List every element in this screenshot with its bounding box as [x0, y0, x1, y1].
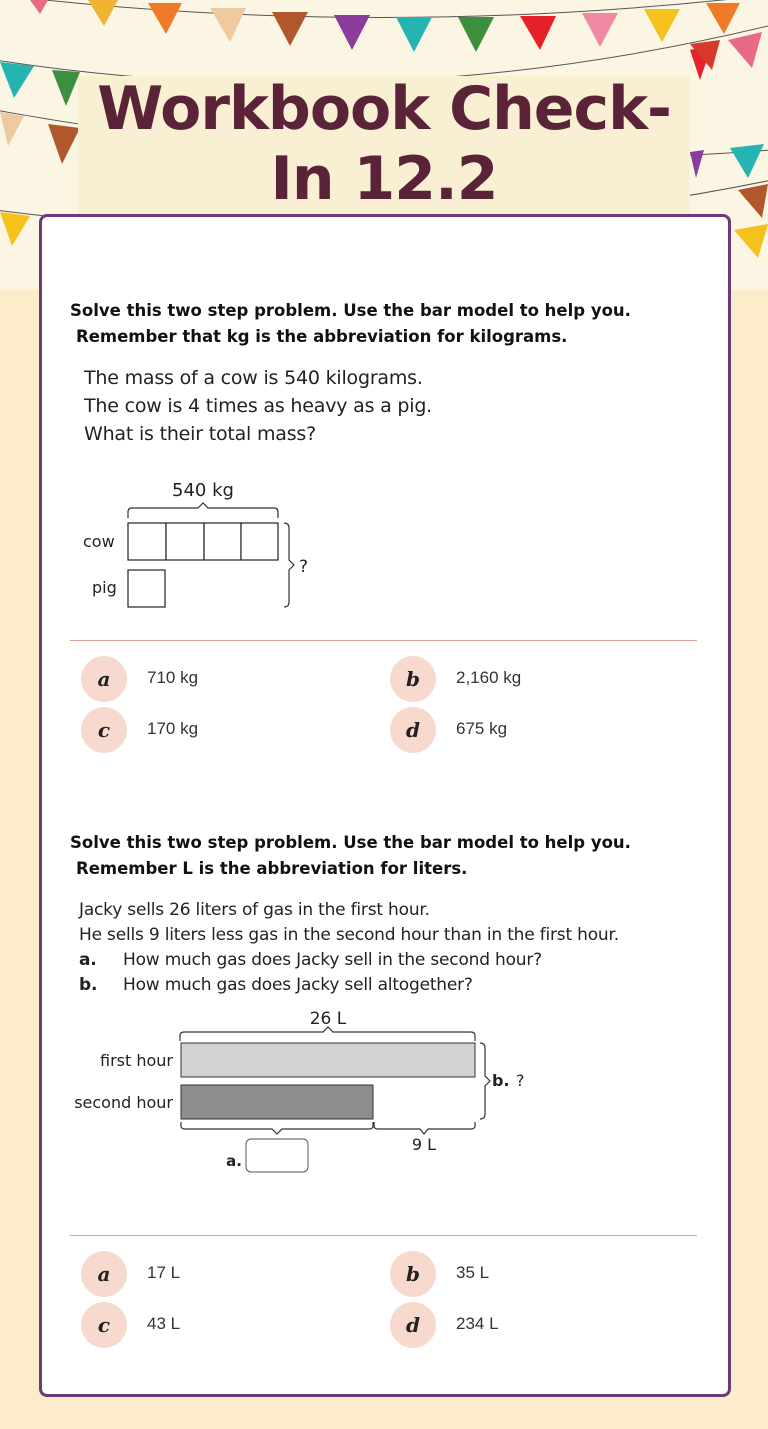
q2-problem-text — [79, 898, 619, 998]
q1-option-d-badge[interactable]: d — [390, 707, 436, 753]
q2-first-hour-bar — [181, 1043, 475, 1077]
q1-cow-unit — [204, 523, 241, 560]
q2-bracket-marker: b. — [492, 1071, 510, 1090]
q2-answer-marker: a. — [226, 1152, 242, 1170]
q2-model-top-label: 26 L — [309, 1009, 347, 1029]
q2-option-b-badge[interactable]: b — [390, 1251, 436, 1297]
q1-instruction — [70, 298, 690, 350]
q1-option-c-badge[interactable]: c — [81, 707, 127, 753]
q2-option-b-text[interactable]: 35 L — [456, 1263, 490, 1282]
q1-problem-text — [84, 364, 432, 448]
q2-option-c-badge[interactable]: c — [81, 1302, 127, 1348]
q2-sub-question-b — [79, 973, 619, 998]
q2-divider — [70, 1235, 697, 1236]
q2-sub-question-a — [79, 948, 619, 973]
q1-instruction-line2: Remember that kg is the abbreviation for kilograms. — [76, 327, 568, 346]
q2-sub-a-marker: a. — [79, 950, 97, 970]
q2-problem-line: He sells 9 liters less gas in the second hour than in the first hour. — [79, 925, 619, 945]
q2-option-d-text[interactable]: 234 L — [456, 1314, 499, 1333]
q2-sub-a-text: How much gas does Jacky sell in the second hour? — [123, 950, 542, 970]
q1-cow-unit — [241, 523, 278, 560]
q1-option-b-badge[interactable]: b — [390, 656, 436, 702]
q1-option-c-text[interactable]: 170 kg — [147, 719, 199, 738]
q1-model-bracket: ? — [299, 557, 309, 577]
q1-model-row1: cow — [83, 532, 115, 551]
q1-cow-unit — [128, 523, 166, 560]
q1-divider — [70, 640, 697, 641]
q1-option-a-text[interactable]: 710 kg — [147, 668, 199, 687]
q2-model-row1: first hour — [100, 1051, 173, 1070]
q2-model-row2: second hour — [74, 1093, 173, 1112]
q1-option-b-text[interactable]: 2,160 kg — [456, 668, 522, 687]
q1-option-d-text[interactable]: 675 kg — [456, 719, 508, 738]
q2-bracket-question: ? — [516, 1071, 525, 1090]
q1-option-a-badge[interactable]: a — [81, 656, 127, 702]
q2-option-a-badge[interactable]: a — [81, 1251, 127, 1297]
q2-bar-model — [70, 1000, 550, 1180]
q1-model-row2: pig — [92, 578, 117, 597]
q2-bottom-brace-diff — [374, 1122, 475, 1134]
q2-instruction-line1: Solve this two step problem. Use the bar model to help you. — [70, 833, 631, 852]
q1-right-brace — [284, 523, 294, 607]
q1-problem-line: The mass of a cow is 540 kilograms. — [84, 367, 423, 389]
q2-option-a-text[interactable]: 17 L — [147, 1263, 181, 1282]
q1-cow-unit — [166, 523, 204, 560]
q2-instruction — [70, 830, 690, 882]
q1-top-brace — [128, 503, 278, 518]
q2-second-hour-bar — [181, 1085, 373, 1119]
q2-option-d-badge[interactable]: d — [390, 1302, 436, 1348]
q1-problem-line: What is their total mass? — [84, 423, 317, 445]
q2-right-brace — [480, 1043, 490, 1119]
q1-pig-unit — [128, 570, 165, 607]
q2-sub-b-marker: b. — [79, 975, 98, 995]
q1-model-top-label: 540 kg — [172, 480, 234, 501]
q2-option-c-text[interactable]: 43 L — [147, 1314, 181, 1333]
q1-bar-model — [70, 470, 370, 620]
q2-sub-b-text: How much gas does Jacky sell altogether? — [123, 975, 473, 995]
q2-diff-label: 9 L — [411, 1135, 437, 1154]
q2-top-brace — [180, 1027, 475, 1041]
q1-instruction-line1: Solve this two step problem. Use the bar model to help you. — [70, 301, 631, 320]
q1-problem-line: The cow is 4 times as heavy as a pig. — [84, 395, 433, 417]
q2-bottom-brace-a — [181, 1122, 373, 1134]
page-title: Workbook Check-In 12.2 — [97, 74, 671, 214]
q2-instruction-line2: Remember L is the abbreviation for liters. — [76, 859, 468, 878]
q2-answer-box — [246, 1139, 308, 1172]
q2-problem-line: Jacky sells 26 liters of gas in the first hour. — [79, 900, 430, 920]
